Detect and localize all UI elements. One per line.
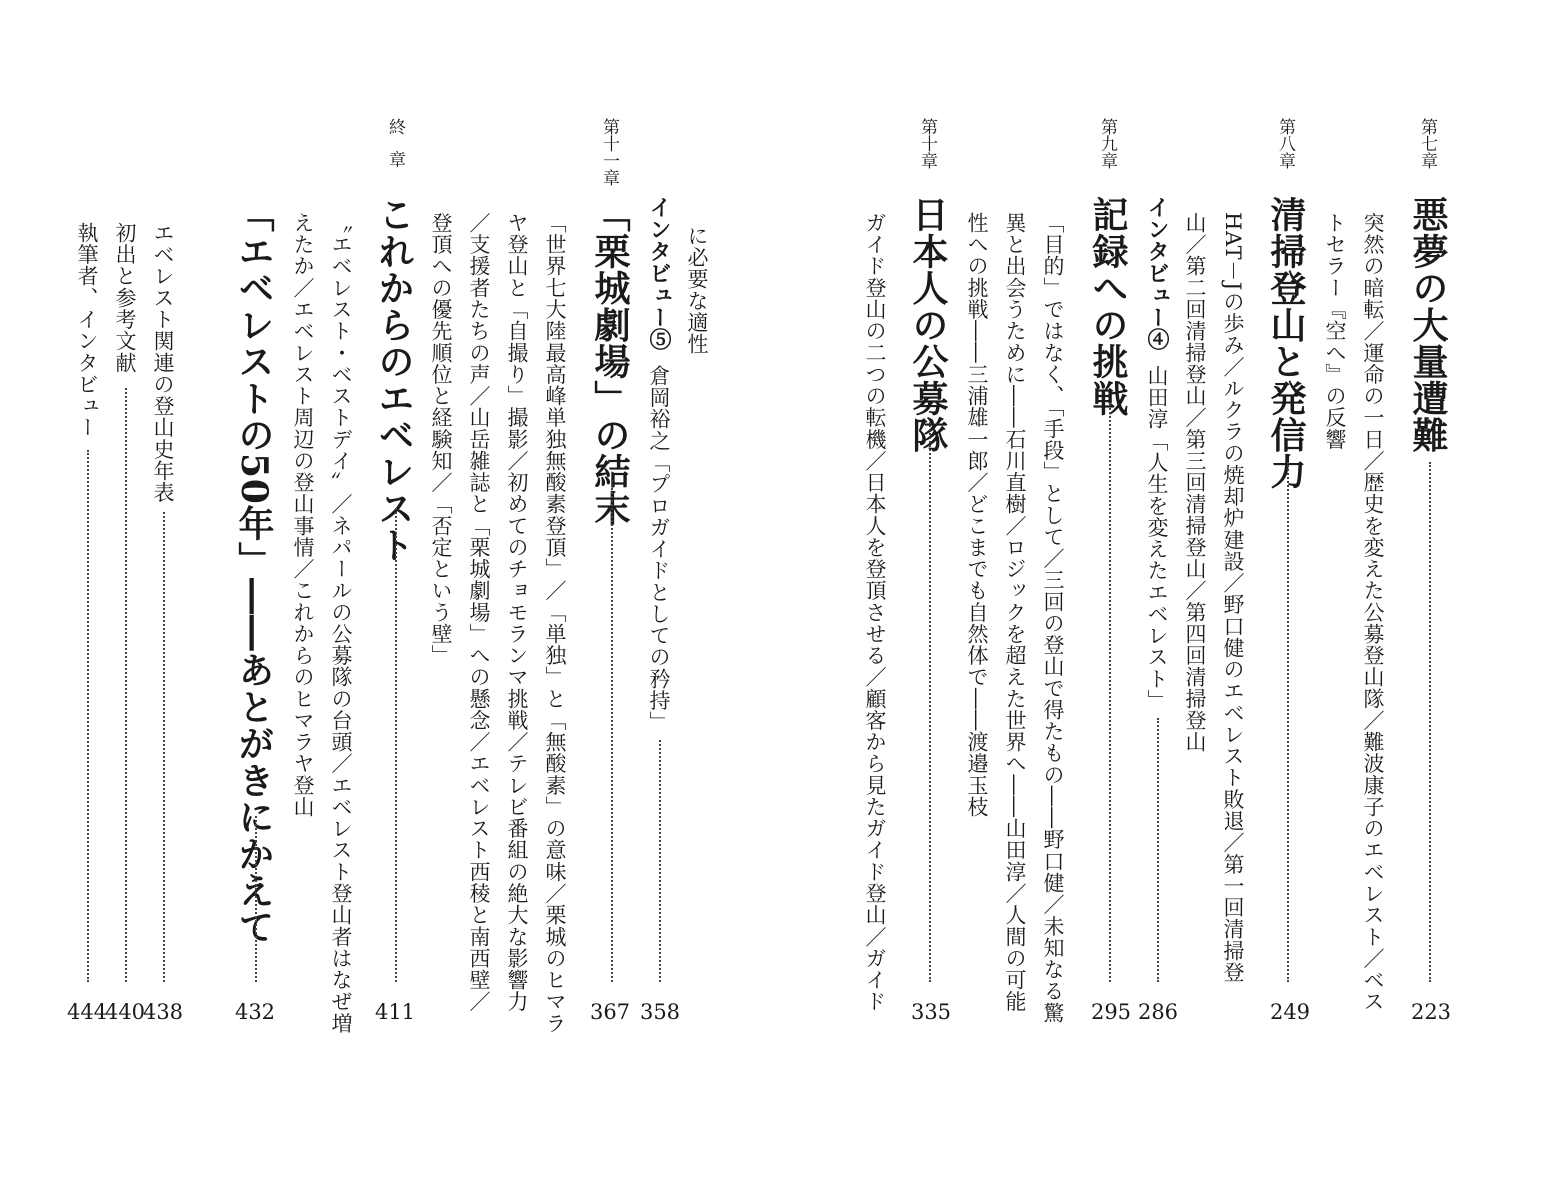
chapter-10-line-1: ガイド登山の二つの転機／日本人を登頂させる／顧客から見たガイド登山／ガイド: [863, 212, 887, 1013]
chapter-8-page[interactable]: 249: [1269, 1000, 1311, 1024]
chapter-11-leader: [611, 480, 613, 982]
final-chapter-leader: [395, 508, 397, 982]
appendix-sources-leader: [125, 388, 127, 982]
chapter-10-continued-line: に必要な適性: [685, 225, 709, 355]
chapter-11-page[interactable]: 367: [589, 1000, 631, 1024]
afterword-page[interactable]: 432: [234, 1000, 276, 1024]
chapter-11-line-4: 登頂への優先順位と経験知／「否定という壁」: [429, 212, 453, 667]
final-chapter-label: 終章: [385, 118, 405, 183]
interview-4-page[interactable]: 286: [1137, 1000, 1179, 1024]
chapter-9-label: 第九章: [1097, 118, 1117, 169]
afterword-subtitle: ――あとがきにかえて: [233, 578, 275, 946]
final-chapter-line-1: 〝エベレスト・ベストデイ〟／ネパールの公募隊の台頭／エベレスト登山者はなぜ増: [329, 212, 353, 1034]
chapter-8-leader: [1287, 462, 1289, 982]
final-chapter-line-2: えたか／エベレスト周辺の登山事情／これからのヒマラヤ登山: [291, 212, 315, 818]
chapter-9-line-3: 性への挑戦――三浦雄一郎／どこまでも自然体で――渡邉玉枝: [965, 212, 989, 818]
final-chapter-title[interactable]: これからのエベレスト: [373, 196, 415, 564]
interview-4-leader: [1157, 718, 1159, 982]
chapter-11-line-1: 「世界七大陸最高峰単独無酸素登頂」／「単独」と「無酸素」の意味／栗城のヒマラ: [543, 212, 567, 1034]
interview-5-page[interactable]: 358: [639, 1000, 681, 1024]
chapter-7-leader: [1429, 462, 1431, 982]
appendix-sources-page[interactable]: 440: [104, 1000, 146, 1024]
appendix-contributors[interactable]: 執筆者、インタビュー: [75, 222, 99, 439]
chapter-9-line-1: 「目的」ではなく、「手段」として／三回の登山で得たもの――野口健／未知なる驚: [1041, 212, 1065, 1024]
chapter-11-line-3: ／支援者たちの声／山岳雑誌と「栗城劇場」への懸念／エベレスト西稜と南西壁／: [467, 212, 491, 1013]
chapter-9-title[interactable]: 記録への挑戦: [1087, 196, 1129, 417]
chapter-7-page[interactable]: 223: [1410, 1000, 1452, 1024]
interview-5-label: インタビュー⑤: [646, 196, 672, 350]
chapter-11-label: 第十一章: [599, 118, 619, 186]
chapter-8-line-2: 山／第二回清掃登山／第三回清掃登山／第四回清掃登山: [1183, 212, 1207, 753]
appendix-chronology-leader: [163, 512, 165, 982]
chapter-8-title[interactable]: 清掃登山と発信力: [1265, 196, 1307, 490]
afterword-title-text: 「エベレストの50年」: [233, 196, 275, 579]
chapter-11-line-2: ヤ登山と「自撮り」撮影／初めてのチョモランマ挑戦／テレビ番組の絶大な影響力: [505, 212, 529, 1013]
chapter-8-label: 第八章: [1275, 118, 1295, 169]
chapter-11-title[interactable]: 「栗城劇場」の結末: [589, 196, 631, 527]
interview-4-label: インタビュー④: [1144, 196, 1170, 350]
final-chapter-page[interactable]: 411: [374, 1000, 416, 1024]
appendix-chronology-page[interactable]: 438: [142, 1000, 184, 1024]
appendix-chronology[interactable]: エベレスト関連の登山史年表: [151, 222, 175, 504]
chapter-9-line-2: 異と出会うために――石川直樹／ロジックを超えた世界へ――山田淳／人間の可能: [1003, 212, 1027, 1013]
chapter-10-page[interactable]: 335: [910, 1000, 952, 1024]
chapter-7-line-1: 突然の暗転／運命の一日／歴史を変えた公募登山隊／難波康子のエベレスト／ベス: [1361, 212, 1385, 1013]
appendix-contributors-leader: [87, 450, 89, 982]
afterword-leader: [255, 816, 257, 982]
chapter-7-label: 第七章: [1417, 118, 1437, 169]
interview-5-text[interactable]: 倉岡裕之「プロガイドとしての矜持」: [647, 365, 671, 733]
chapter-7-line-2: トセラー『空へ』の反響: [1323, 212, 1347, 450]
interview-5-leader: [659, 740, 661, 982]
afterword-title[interactable]: [233, 196, 275, 946]
appendix-contributors-page[interactable]: 444: [66, 1000, 108, 1024]
chapter-9-page[interactable]: 295: [1090, 1000, 1132, 1024]
chapter-8-line-1: HAT－Jの歩み／ルクラの焼却炉建設／野口健のエベレスト敗退／第一回清掃登: [1221, 212, 1245, 984]
chapter-9-leader: [1109, 404, 1111, 982]
chapter-7-title[interactable]: 悪夢の大量遭難: [1407, 196, 1449, 454]
interview-4-text[interactable]: 山田淳「人生を変えたエベレスト」: [1145, 365, 1169, 712]
chapter-10-label: 第十章: [917, 118, 937, 169]
appendix-sources[interactable]: 初出と参考文献: [113, 222, 137, 374]
chapter-10-leader: [929, 422, 931, 982]
chapter-10-title[interactable]: 日本人の公募隊: [907, 196, 949, 454]
